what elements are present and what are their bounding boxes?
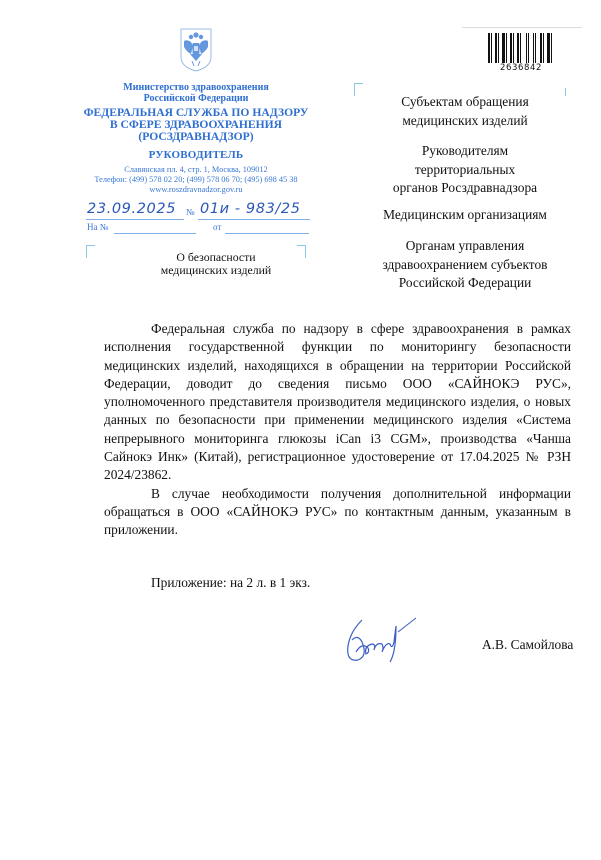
recipient-line: здравоохранением субъектов bbox=[382, 256, 548, 272]
ministry-line: Российской Федерации bbox=[143, 93, 249, 104]
barcode-bar bbox=[513, 33, 514, 63]
registration-date: 23.09.2025 bbox=[87, 201, 177, 217]
barcode-bar bbox=[498, 33, 499, 63]
service-line: В СФЕРЕ ЗДРАВООХРАНЕНИЯ bbox=[109, 118, 283, 131]
barcode-bar bbox=[493, 33, 494, 63]
subject bbox=[146, 251, 286, 276]
service-line: (РОСЗДРАВНАДЗОР) bbox=[138, 130, 254, 143]
letter-body bbox=[104, 320, 571, 540]
barcode-bar bbox=[517, 33, 519, 63]
barcode-bar bbox=[515, 33, 516, 63]
barcode bbox=[488, 33, 554, 63]
barcode-bar bbox=[508, 33, 509, 63]
number-underline bbox=[198, 219, 310, 220]
ministry-name bbox=[80, 82, 312, 104]
sender-contacts bbox=[80, 165, 312, 195]
handwritten-signature bbox=[340, 612, 420, 668]
subject-line: О безопасности bbox=[176, 250, 256, 264]
barcode-bar bbox=[535, 33, 536, 63]
subject-line: медицинских изделий bbox=[160, 262, 272, 277]
registration-number: 01и - 983/25 bbox=[200, 201, 301, 217]
service-line: ФЕДЕРАЛЬНАЯ СЛУЖБА ПО НАДЗОРУ bbox=[83, 106, 309, 119]
recipient-line: Субъектам обращения bbox=[401, 94, 529, 109]
sender-phone: Телефон: (499) 578 02 20; (499) 578 06 70; (495) 698 45 38 bbox=[94, 175, 298, 184]
reply-to-label: На № bbox=[87, 222, 109, 232]
from-label: от bbox=[213, 222, 222, 232]
barcode-bar bbox=[547, 33, 550, 63]
barcode-bar bbox=[506, 33, 507, 63]
sender-address: Славянская пл. 4, стр. 1, Москва, 109012 bbox=[124, 165, 268, 174]
recipient-line: территориальных bbox=[414, 161, 516, 177]
barcode-bar bbox=[500, 33, 501, 63]
barcode-bar bbox=[488, 33, 490, 63]
service-name bbox=[80, 107, 312, 143]
barcode-bar bbox=[533, 33, 534, 63]
barcode-bar bbox=[537, 33, 539, 63]
barcode-number: 2636842 bbox=[499, 63, 543, 73]
barcode-bar bbox=[520, 33, 521, 63]
barcode-bar bbox=[502, 33, 505, 63]
recipient-group bbox=[358, 93, 572, 130]
barcode-bar bbox=[491, 33, 492, 63]
recipient-group bbox=[358, 206, 572, 225]
number-sign: № bbox=[186, 207, 195, 217]
coat-of-arms-of-russia-icon bbox=[178, 27, 214, 73]
recipient-line: Медицинским организациям bbox=[383, 207, 547, 222]
sender-role: РУКОВОДИТЕЛЬ bbox=[148, 149, 244, 161]
recipient-group bbox=[358, 142, 572, 198]
barcode-bar bbox=[522, 33, 525, 63]
barcode-bar bbox=[510, 33, 512, 63]
barcode-bar bbox=[545, 33, 546, 63]
recipient-line: органов Росздравнадзора bbox=[392, 180, 538, 195]
barcode-frame-line bbox=[462, 27, 582, 28]
barcode-bar bbox=[543, 33, 544, 63]
barcode-bar bbox=[540, 33, 542, 63]
recipient-line: медицинских изделий bbox=[402, 112, 528, 128]
recipient-line: Органам управления bbox=[405, 238, 525, 253]
signatory-name: А.В. Самойлова bbox=[482, 637, 574, 652]
body-paragraph: В случае необходимости получения дополнительной информации обращаться в ООО «САЙНОКЭ РУС» по контактным данным, указанным в приложении. bbox=[104, 485, 571, 538]
barcode-bar bbox=[528, 33, 529, 63]
body-paragraph: Федеральная служба по надзору в сфере здравоохранения в рамках исполнения государственной функции по мониторингу безопасности медицинских изделий, находящихся в обращении на территории Российской Федерации, доводит до сведения письмо ООО «САЙНОКЭ РУС», уполномоченного представителя производителя медицинского изделия, о новых данных по безопасности при применении медицинского изделия «Система непрерывного мониторинга глюкозы iCan i3 CGM», производства «Чанша Сайнокэ Инк» (Китай), регистрационное удостоверение от 17.04.2025 № РЗН 2024/23862. bbox=[104, 321, 571, 483]
barcode-bar bbox=[495, 33, 497, 63]
barcode-bar bbox=[526, 33, 527, 63]
sender-website[interactable]: www.roszdravnadzor.gov.ru bbox=[149, 185, 243, 194]
date-underline bbox=[86, 219, 184, 220]
recipient-group bbox=[358, 237, 572, 293]
attachment-note: Приложение: на 2 л. в 1 экз. bbox=[151, 575, 311, 590]
recipient-line: Российской Федерации bbox=[398, 275, 532, 290]
recipient-line: Руководителям bbox=[421, 143, 509, 158]
reply-to-number-field bbox=[114, 233, 196, 234]
ministry-line: Министерство здравоохранения bbox=[123, 82, 269, 93]
barcode-bar bbox=[530, 33, 532, 63]
subject-bracket-right bbox=[297, 245, 306, 258]
subject-bracket-left bbox=[86, 245, 95, 258]
barcode-bar bbox=[551, 33, 552, 63]
reply-to-date-field bbox=[225, 233, 309, 234]
